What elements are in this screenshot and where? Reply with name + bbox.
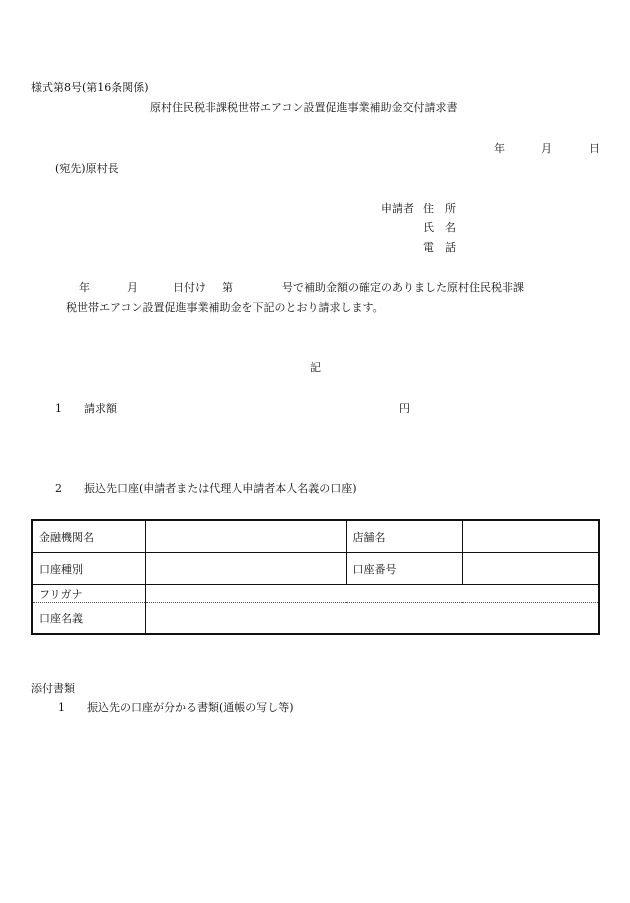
attachment-item-text: 振込先の口座が分かる書類(通帳の写し等) [87,701,294,714]
applicant-address-label: 住 所 [423,202,456,215]
body-line1: 号で補助金額の確定のありました原村住民税非課 [282,281,524,294]
applicant-name-label: 氏 名 [423,221,456,234]
attachments-title: 添付書類 [31,682,75,695]
body-dated: 日付け [173,281,206,294]
date-year: 年 [494,142,505,155]
body-line2: 税世帯エアコン設置促進事業補助金を下記のとおり請求します。 [66,301,384,314]
furigana-value [145,585,599,603]
bank-account-table [31,519,600,635]
applicant-label: 申請者 [381,202,414,215]
account-name-value [145,603,599,635]
account-type-value [145,553,346,585]
form-number: 様式第8号(第16条関係) [31,81,149,94]
body-number-prefix: 第 [222,281,233,294]
body-year: 年 [79,281,90,294]
item2-label: 振込先口座(申請者または代理人申請者本人名義の口座) [84,482,357,495]
account-name-label: 口座名義 [32,603,145,635]
attachment-item-number: 1 [58,701,65,714]
item2-number: 2 [55,482,62,495]
item1-unit: 円 [399,402,410,415]
account-type-label: 口座種別 [32,553,145,585]
account-number-value [462,553,599,585]
ki-heading: 記 [310,361,321,374]
addressee: (宛先)原村長 [55,162,119,175]
item1-label: 請求額 [84,402,117,415]
date-day: 日 [589,142,600,155]
body-month: 月 [127,281,138,294]
document-title: 原村住民税非課税世帯エアコン設置促進事業補助金交付請求書 [150,101,458,114]
furigana-label: フリガナ [32,585,145,603]
branch-value [462,520,599,553]
branch-label: 店舗名 [346,520,462,553]
item1-number: 1 [55,402,62,415]
institution-label: 金融機関名 [32,520,145,553]
applicant-phone-label: 電 話 [423,241,456,254]
account-number-label: 口座番号 [346,553,462,585]
date-month: 月 [541,142,552,155]
institution-value [145,520,346,553]
